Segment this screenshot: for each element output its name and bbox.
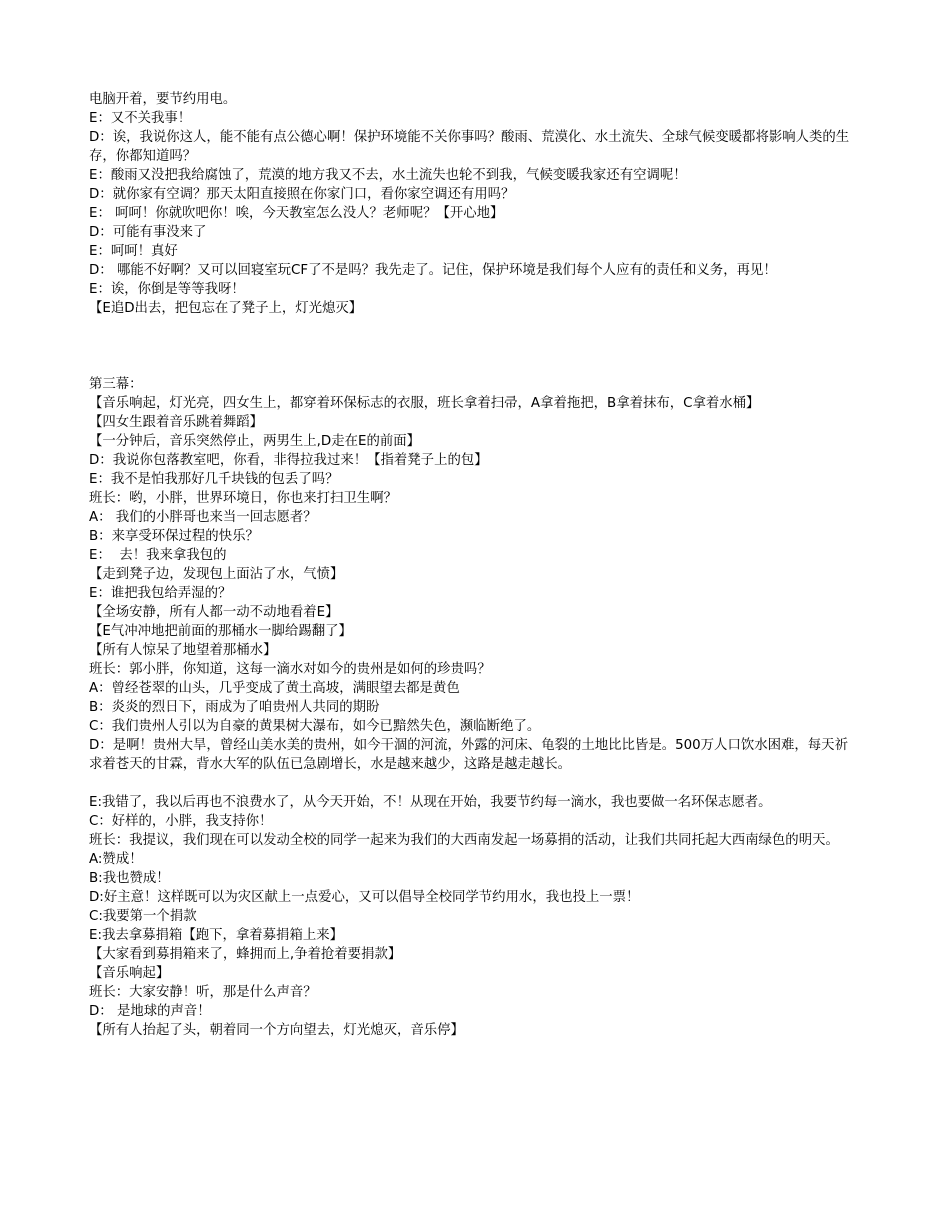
text-line: E：我不是怕我那好几千块钱的包丢了吗？ [89,472,339,487]
text-line: B：炎炎的烈日下，雨成为了咱贵州人共同的期盼 [89,700,380,715]
text-line: 电脑开着，要节约用电。 [89,92,237,107]
text-line: 班长：大家安静！听，那是什么声音？ [89,985,317,1000]
section-spacer [89,318,861,375]
stage-direction: 【走到凳子边，发现包上面沾了水，气愤】 [89,567,344,582]
text-line: E：又不关我事！ [89,111,192,126]
text-line: E：诶，你倒是等等我呀！ [89,282,245,297]
act-three [89,375,861,1040]
text-line: E：呵呵！真好 [89,244,178,259]
text-line: 班长：郭小胖，你知道，这每一滴水对如今的贵州是如何的珍贵吗？ [89,662,491,677]
paragraph-spacer [89,774,861,793]
text-line: B：来享受环保过程的快乐？ [89,529,259,544]
text-line: A:赞成！ [89,852,143,867]
text-line: C：好样的，小胖，我支持你！ [89,814,273,829]
stage-direction: 【音乐响起】 [89,966,170,981]
stage-direction: 【全场安静，所有人都一动不动地看着E】 [89,605,339,620]
text-line: D：是啊！贵州大旱，曾经山美水美的贵州，如今干涸的河流，外露的河床、龟裂的土地比比皆是。500万人口饮水困难，每天祈求着苍天的甘霖，背水大军的队伍已急剧增长，水是越来越少，这路是越走越长。 [89,738,848,772]
text-line: A：曾经苍翠的山头，几乎变成了黄土高坡，满眼望去都是黄色 [89,681,460,696]
text-line: D：诶，我说你这人，能不能有点公德心啊！保护环境能不关你事吗？酸雨、荒漠化、水土流失、全球气候变暖都将影响人类的生存，你都知道吗？ [89,130,850,164]
stage-direction: 【所有人惊呆了地望着那桶水】 [89,643,277,658]
scene-two-ending [89,90,861,318]
text-line: C：我们贵州人引以为自豪的黄果树大瀑布，如今已黯然失色，濒临断绝了。 [89,719,541,734]
text-line: E:我去拿募捐箱【跑下，拿着募捐箱上来】 [89,928,344,943]
stage-direction: 【大家看到募捐箱来了，蜂拥而上,争着抢着要捐款】 [89,947,402,962]
act-heading: 第三幕： [89,377,143,392]
stage-direction: 【E气冲冲地把前面的那桶水一脚给踢翻了】 [89,624,352,639]
stage-direction: 【一分钟后，音乐突然停止，两男生上,D走在E的前面】 [89,434,421,449]
text-line: C:我要第一个捐款 [89,909,197,924]
text-line: 班长：哟，小胖，世界环境日，你也来打扫卫生啊？ [89,491,397,506]
text-line: D： 哪能不好啊？又可以回寝室玩CF了不是吗？我先走了。记住，保护环境是我们每个人应有的责任和义务，再见！ [89,263,777,278]
text-line: D： 是地球的声音！ [89,1004,211,1019]
stage-direction: 【E追D出去，把包忘在了凳子上，灯光熄灭】 [89,301,363,316]
stage-direction: 【音乐响起，灯光亮，四女生上，都穿着环保标志的衣服，班长拿着扫帚，A拿着拖把，B拿着抹布，C拿着水桶】 [89,396,760,411]
text-line: A： 我们的小胖哥也来当一回志愿者？ [89,510,317,525]
stage-direction: 【四女生跟着音乐跳着舞蹈】 [89,415,264,430]
text-line: E： 呵呵！你就吹吧你！唉，今天教室怎么没人？老师呢？【开心地】 [89,206,504,221]
text-line: E：谁把我包给弄湿的？ [89,586,232,601]
text-line: E： 去！我来拿我包的 [89,548,227,563]
text-line: 班长：我提议，我们现在可以发动全校的同学一起来为我们的大西南发起一场募捐的活动，让我们共同托起大西南绿色的明天。 [89,833,839,848]
text-line: D：我说你包落教室吧，你看，非得拉我过来！【指着凳子上的包】 [89,453,488,468]
text-line: E:我错了，我以后再也不浪费水了，从今天开始，不！从现在开始，我要节约每一滴水，我也要做一名环保志愿者。 [89,795,772,810]
text-line: D:好主意！这样既可以为灾区献上一点爱心，又可以倡导全校同学节约用水，我也投上一票！ [89,890,640,905]
stage-direction: 【所有人抬起了头，朝着同一个方向望去，灯光熄灭，音乐停】 [89,1023,464,1038]
text-line: B:我也赞成！ [89,871,170,886]
text-line: D：可能有事没来了 [89,225,207,240]
text-line: D：就你家有空调？那天太阳直接照在你家门口，看你家空调还有用吗？ [89,187,515,202]
script-text [89,90,861,1040]
text-line: E：酸雨又没把我给腐蚀了，荒漠的地方我又不去，水土流失也轮不到我，气候变暖我家还有空调呢！ [89,168,687,183]
